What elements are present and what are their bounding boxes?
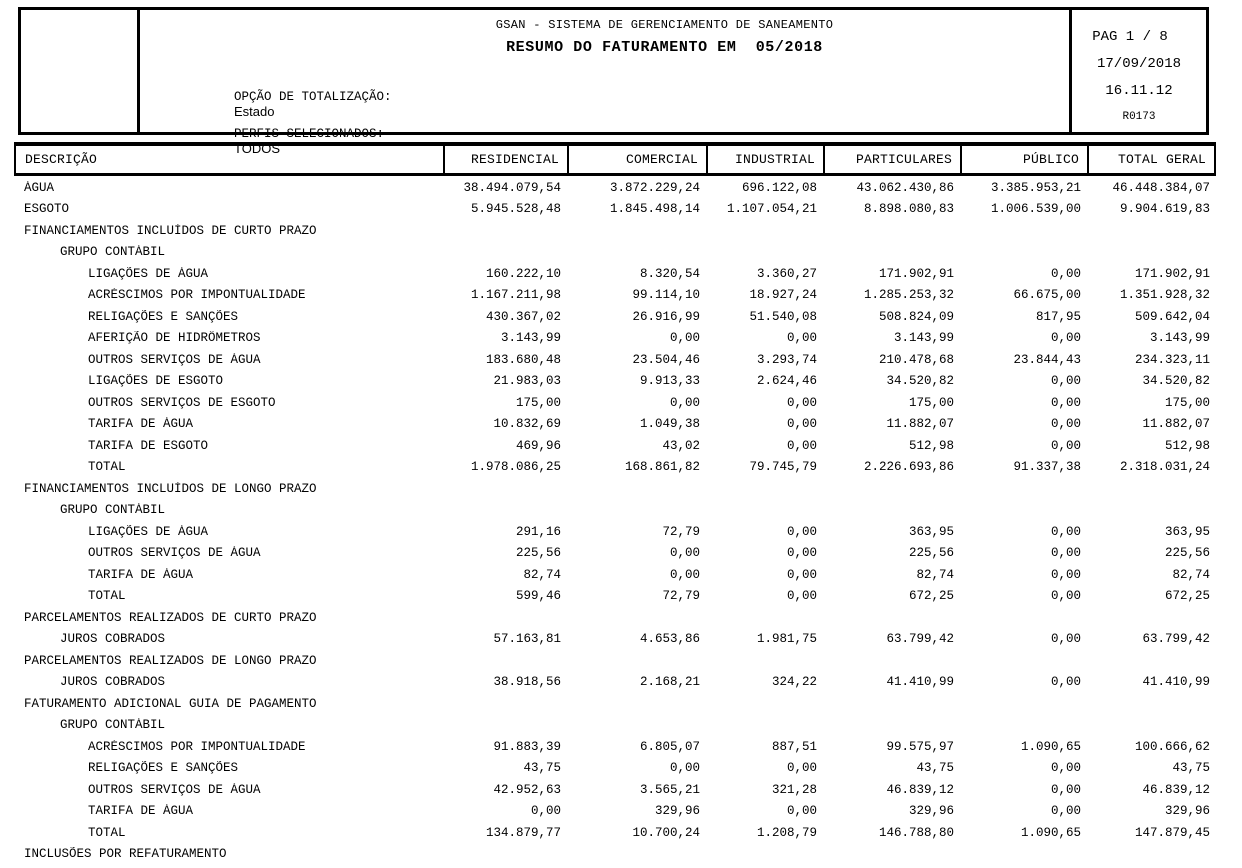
cell-value: 171.902,91 (878, 266, 954, 281)
cell-value: 66.675,00 (1013, 288, 1081, 303)
cell-value: 0,00 (669, 331, 700, 346)
cell-value: 168.861,82 (624, 460, 700, 475)
cell-value: 3.872.229,24 (609, 180, 700, 195)
cell-value: 21.983,03 (493, 374, 561, 389)
row-label: RELIGAÇÕES E SANÇÕES (88, 309, 239, 324)
report-title: RESUMO DO FATURAMENTO EM 05/2018 (506, 39, 823, 56)
cell-value: 34.520,82 (1142, 374, 1210, 389)
cell-value: 2.318.031,24 (1119, 460, 1210, 475)
report-table (14, 142, 1216, 865)
cell-value: 1.107.054,21 (726, 202, 817, 217)
table-row (14, 607, 1216, 629)
cell-value: 0,00 (786, 438, 817, 453)
cell-value: 41.410,99 (886, 675, 954, 690)
cell-value: 2.168,21 (639, 675, 700, 690)
cell-value: 0,00 (1050, 395, 1081, 410)
cell-value: 1.090,65 (1020, 825, 1081, 840)
cell-value: 599,46 (515, 589, 561, 604)
profiles-value: TODOS (234, 141, 281, 156)
report-time: 16.11.12 (1105, 83, 1173, 99)
cell-value: 43,75 (523, 761, 561, 776)
row-label: TARIFA DE ÁGUA (88, 804, 194, 819)
cell-value: 0,00 (786, 546, 817, 561)
page-header (18, 7, 1209, 156)
cell-value: 0,00 (786, 761, 817, 776)
cell-value: 43,75 (916, 761, 954, 776)
cell-value: 0,00 (530, 804, 561, 819)
row-label: OUTROS SERVIÇOS DE ÁGUA (88, 546, 261, 561)
row-label: TARIFA DE ÁGUA (88, 417, 194, 432)
cell-value: 0,00 (669, 567, 700, 582)
table-row (14, 500, 1216, 522)
row-label: GRUPO CONTÁBIL (60, 718, 166, 733)
cell-value: 696.122,08 (741, 180, 817, 195)
row-label: ACRÉSCIMOS POR IMPONTUALIDADE (88, 739, 306, 754)
cell-value: 430.367,02 (485, 309, 561, 324)
cell-value: 0,00 (1050, 804, 1081, 819)
cell-value: 38.918,56 (493, 675, 561, 690)
column-header-publico: PÚBLICO (960, 146, 1087, 173)
row-label: GRUPO CONTÁBIL (60, 245, 166, 260)
row-label: RELIGAÇÕES E SANÇÕES (88, 761, 239, 776)
cell-value: 0,00 (786, 804, 817, 819)
cell-value: 91.337,38 (1013, 460, 1081, 475)
cell-value: 0,00 (669, 546, 700, 561)
cell-value: 672,25 (1164, 589, 1210, 604)
cell-value: 0,00 (1050, 567, 1081, 582)
table-row (14, 564, 1216, 586)
column-header-particulares: PARTICULARES (823, 146, 960, 173)
cell-value: 10.700,24 (632, 825, 700, 840)
cell-value: 82,74 (916, 567, 954, 582)
cell-value: 38.494.079,54 (463, 180, 561, 195)
table-row (14, 242, 1216, 264)
row-label: LIGAÇÕES DE ÁGUA (88, 266, 209, 281)
cell-value: 3.143,99 (893, 331, 954, 346)
column-header-comercial: COMERCIAL (567, 146, 706, 173)
cell-value: 0,00 (1050, 546, 1081, 561)
row-label: ÁGUA (24, 180, 55, 195)
table-row (14, 371, 1216, 393)
cell-value: 9.913,33 (639, 374, 700, 389)
cell-value: 0,00 (1050, 524, 1081, 539)
cell-value: 46.839,12 (1142, 782, 1210, 797)
cell-value: 0,00 (786, 524, 817, 539)
cell-value: 0,00 (1050, 782, 1081, 797)
cell-value: 2.226.693,86 (863, 460, 954, 475)
cell-value: 210.478,68 (878, 352, 954, 367)
table-row (14, 199, 1216, 221)
cell-value: 0,00 (786, 567, 817, 582)
profiles-label: PERFIS SELECIONADOS: (234, 127, 385, 141)
cell-value: 512,98 (1164, 438, 1210, 453)
cell-value: 0,00 (786, 417, 817, 432)
row-label: OUTROS SERVIÇOS DE ESGOTO (88, 395, 276, 410)
row-label: OUTROS SERVIÇOS DE ÁGUA (88, 352, 261, 367)
cell-value: 0,00 (786, 395, 817, 410)
cell-value: 0,00 (1050, 675, 1081, 690)
cell-value: 23.504,46 (632, 352, 700, 367)
cell-value: 1.845.498,14 (609, 202, 700, 217)
table-row (14, 285, 1216, 307)
cell-value: 100.666,62 (1134, 739, 1210, 754)
cell-value: 175,00 (515, 395, 561, 410)
cell-value: 134.879,77 (485, 825, 561, 840)
cell-value: 46.839,12 (886, 782, 954, 797)
cell-value: 0,00 (1050, 266, 1081, 281)
row-label: TOTAL (88, 460, 126, 475)
cell-value: 321,28 (771, 782, 817, 797)
cell-value: 3.565,21 (639, 782, 700, 797)
row-label: FINANCIAMENTOS INCLUÍDOS DE LONGO PRAZO (24, 481, 317, 496)
cell-value: 329,96 (1164, 804, 1210, 819)
row-label: JUROS COBRADOS (60, 632, 166, 647)
cell-value: 82,74 (1172, 567, 1210, 582)
table-row (14, 543, 1216, 565)
cell-value: 512,98 (908, 438, 954, 453)
table-row (14, 629, 1216, 651)
row-label: PARCELAMENTOS REALIZADOS DE LONGO PRAZO (24, 653, 317, 668)
table-row (14, 693, 1216, 715)
cell-value: 4.653,86 (639, 632, 700, 647)
cell-value: 18.927,24 (749, 288, 817, 303)
row-label: TOTAL (88, 825, 126, 840)
cell-value: 225,56 (515, 546, 561, 561)
cell-value: 0,00 (1050, 438, 1081, 453)
cell-value: 183.680,48 (485, 352, 561, 367)
table-row (14, 715, 1216, 737)
table-row (14, 779, 1216, 801)
cell-value: 509.642,04 (1134, 309, 1210, 324)
logo-box (21, 10, 140, 132)
cell-value: 9.904.619,83 (1119, 202, 1210, 217)
column-header-residencial: RESIDENCIAL (443, 146, 567, 173)
cell-value: 0,00 (1050, 417, 1081, 432)
cell-value: 43.062.430,86 (856, 180, 954, 195)
cell-value: 817,95 (1035, 309, 1081, 324)
cell-value: 1.167.211,98 (470, 288, 561, 303)
row-label: TARIFA DE ESGOTO (88, 438, 209, 453)
row-label: LIGAÇÕES DE ÁGUA (88, 524, 209, 539)
cell-value: 1.285.253,32 (863, 288, 954, 303)
cell-value: 5.945.528,48 (470, 202, 561, 217)
cell-value: 1.208,79 (756, 825, 817, 840)
page-number: PAG 1 / 8 (1092, 29, 1168, 45)
cell-value: 63.799,42 (1142, 632, 1210, 647)
cell-value: 99.114,10 (632, 288, 700, 303)
cell-value: 0,00 (1050, 589, 1081, 604)
cell-value: 0,00 (1050, 632, 1081, 647)
cell-value: 225,56 (1164, 546, 1210, 561)
row-label: ACRÉSCIMOS POR IMPONTUALIDADE (88, 288, 306, 303)
table-row (14, 478, 1216, 500)
cell-value: 3.143,99 (1149, 331, 1210, 346)
column-header-descricao: DESCRIÇÃO (25, 152, 98, 167)
cell-value: 508.824,09 (878, 309, 954, 324)
cell-value: 6.805,07 (639, 739, 700, 754)
table-row (14, 650, 1216, 672)
table-row (14, 457, 1216, 479)
cell-value: 8.898.080,83 (863, 202, 954, 217)
report-code: R0173 (1122, 111, 1156, 123)
cell-value: 0,00 (669, 395, 700, 410)
totalization-value: Estado (234, 104, 275, 119)
cell-value: 3.293,74 (756, 352, 817, 367)
column-header-total-geral: TOTAL GERAL (1087, 146, 1214, 173)
table-row (14, 220, 1216, 242)
cell-value: 363,95 (908, 524, 954, 539)
cell-value: 43,02 (662, 438, 700, 453)
table-row (14, 586, 1216, 608)
row-label: ESGOTO (24, 202, 70, 217)
table-row (14, 328, 1216, 350)
column-header-industrial: INDUSTRIAL (706, 146, 823, 173)
row-label: TARIFA DE ÁGUA (88, 567, 194, 582)
cell-value: 469,96 (515, 438, 561, 453)
cell-value: 363,95 (1164, 524, 1210, 539)
cell-value: 160.222,10 (485, 266, 561, 281)
table-row (14, 801, 1216, 823)
table-row (14, 306, 1216, 328)
cell-value: 8.320,54 (639, 266, 700, 281)
cell-value: 3.385.953,21 (990, 180, 1081, 195)
row-label: LIGAÇÕES DE ESGOTO (88, 374, 224, 389)
table-row (14, 414, 1216, 436)
cell-value: 41.410,99 (1142, 675, 1210, 690)
cell-value: 324,22 (771, 675, 817, 690)
cell-value: 0,00 (1050, 374, 1081, 389)
table-row (14, 435, 1216, 457)
cell-value: 11.882,07 (1142, 417, 1210, 432)
table-row (14, 736, 1216, 758)
cell-value: 3.360,27 (756, 266, 817, 281)
system-title: GSAN - SISTEMA DE GERENCIAMENTO DE SANEAMENTO (495, 18, 834, 32)
cell-value: 34.520,82 (886, 374, 954, 389)
cell-value: 329,96 (908, 804, 954, 819)
page-info-box (1069, 10, 1206, 132)
cell-value: 175,00 (908, 395, 954, 410)
table-row (14, 672, 1216, 694)
cell-value: 171.902,91 (1134, 266, 1210, 281)
cell-value: 1.978.086,25 (470, 460, 561, 475)
row-label: FATURAMENTO ADICIONAL GUIA DE PAGAMENTO (24, 696, 317, 711)
table-row (14, 822, 1216, 844)
cell-value: 79.745,79 (749, 460, 817, 475)
table-header-row (14, 142, 1216, 176)
cell-value: 1.351.928,32 (1119, 288, 1210, 303)
row-label: PARCELAMENTOS REALIZADOS DE CURTO PRAZO (24, 610, 317, 625)
cell-value: 1.049,38 (639, 417, 700, 432)
cell-value: 3.143,99 (500, 331, 561, 346)
report-date: 17/09/2018 (1096, 56, 1181, 72)
cell-value: 72,79 (662, 589, 700, 604)
row-label: INCLUSÕES POR REFATURAMENTO (24, 847, 227, 862)
cell-value: 26.916,99 (632, 309, 700, 324)
cell-value: 11.882,07 (886, 417, 954, 432)
cell-value: 99.575,97 (886, 739, 954, 754)
report-table-body (14, 176, 1216, 865)
totalization-label: OPÇÃO DE TOTALIZAÇÃO: (234, 90, 392, 104)
cell-value: 57.163,81 (493, 632, 561, 647)
table-row (14, 263, 1216, 285)
cell-value: 10.832,69 (493, 417, 561, 432)
cell-value: 72,79 (662, 524, 700, 539)
table-row (14, 521, 1216, 543)
cell-value: 43,75 (1172, 761, 1210, 776)
cell-value: 63.799,42 (886, 632, 954, 647)
cell-value: 91.883,39 (493, 739, 561, 754)
cell-value: 0,00 (1050, 331, 1081, 346)
cell-value: 0,00 (1050, 761, 1081, 776)
cell-value: 147.879,45 (1134, 825, 1210, 840)
cell-value: 1.981,75 (756, 632, 817, 647)
cell-value: 2.624,46 (756, 374, 817, 389)
row-label: GRUPO CONTÁBIL (60, 503, 166, 518)
cell-value: 672,25 (908, 589, 954, 604)
cell-value: 0,00 (786, 331, 817, 346)
cell-value: 329,96 (654, 804, 700, 819)
cell-value: 225,56 (908, 546, 954, 561)
cell-value: 234.323,11 (1134, 352, 1210, 367)
row-label: JUROS COBRADOS (60, 675, 166, 690)
cell-value: 23.844,43 (1013, 352, 1081, 367)
table-row (14, 349, 1216, 371)
row-label: FINANCIAMENTOS INCLUÍDOS DE CURTO PRAZO (24, 223, 317, 238)
cell-value: 175,00 (1164, 395, 1210, 410)
cell-value: 0,00 (669, 761, 700, 776)
row-label: AFERIÇÃO DE HIDRÔMETROS (88, 331, 261, 346)
cell-value: 82,74 (523, 567, 561, 582)
header-center (140, 10, 1069, 156)
row-label: OUTROS SERVIÇOS DE ÁGUA (88, 782, 261, 797)
cell-value: 1.006.539,00 (990, 202, 1081, 217)
cell-value: 887,51 (771, 739, 817, 754)
table-row (14, 392, 1216, 414)
cell-value: 42.952,63 (493, 782, 561, 797)
table-row (14, 844, 1216, 866)
table-row (14, 177, 1216, 199)
table-row (14, 758, 1216, 780)
cell-value: 46.448.384,07 (1112, 180, 1210, 195)
cell-value: 291,16 (515, 524, 561, 539)
row-label: TOTAL (88, 589, 126, 604)
cell-value: 0,00 (786, 589, 817, 604)
cell-value: 1.090,65 (1020, 739, 1081, 754)
cell-value: 146.788,80 (878, 825, 954, 840)
cell-value: 51.540,08 (749, 309, 817, 324)
